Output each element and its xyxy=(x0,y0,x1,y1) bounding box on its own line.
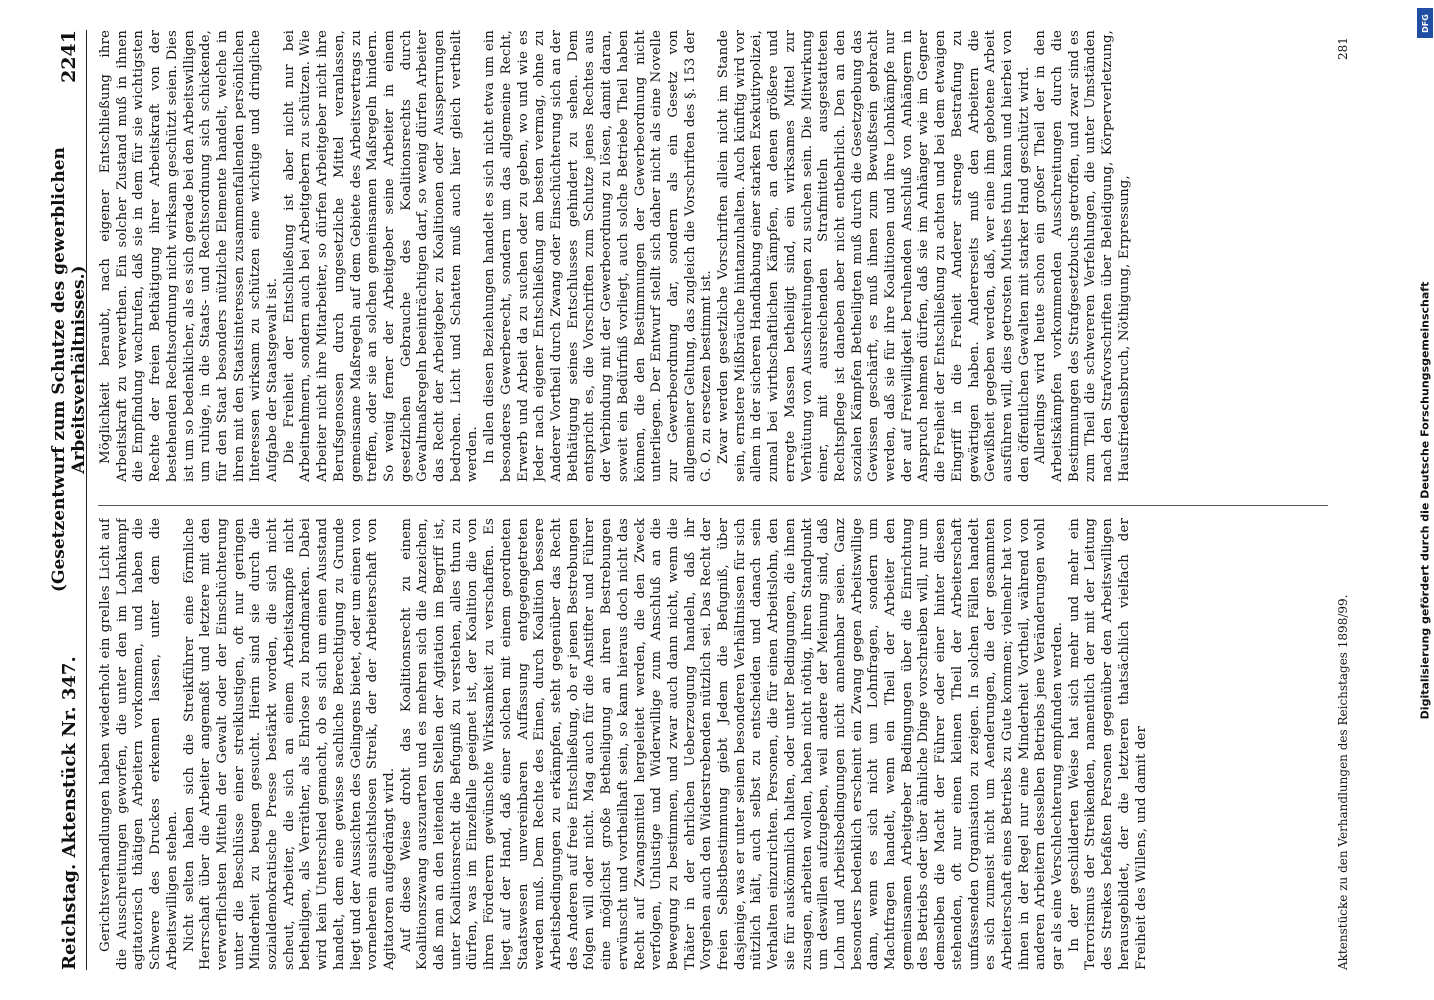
paragraph: Nicht selten haben sich die Streikführer eine förmliche Herrschaft über die Arbeiter angemaßt und letztere mit den verwerflichsten Mitteln der Gewalt oder der Einschüchterung unter die Beschlüsse einer streiklustigen, oft nur geringen Minderheit zu beugen gesucht. Hierin sind sie durch die sozialdemokratische Presse bestärkt worden, die sich nicht scheut, Arbeiter, die sich an einem Arbeitskampfe nicht betheiligen, als Verräther, als Ehrlose zu brandmarken. Dabei wird kein Unterschied gemacht, ob es sich um einen Ausstand handelt, dem eine gewisse sachliche Berechtigung zu Grunde liegt und der Aussichten des Gelingens bietet, oder um einen von vorneherein aussichtslosen Streik, der der Arbeiterschaft von Agitatoren aufgedrängt wird. xyxy=(181,518,397,970)
footer-page-number: 281 xyxy=(1336,37,1350,60)
page-footer: Aktenstücke zu den Verhandlungen des Reichstages 1898/99. xyxy=(1336,594,1350,970)
right-column xyxy=(98,30,1328,482)
paragraph: Die Freiheit der Entschließung ist aber nicht nur bei Arbeitnehmern, sondern auch bei Arbeitgebern zu schützen. Wie Arbeiter nicht ihre Mitarbeiter, so dürfen Arbeitgeber nicht ihre Berufsgenossen durch ungesetzliche Mittel veranlassen, gemeinsame Maßregeln auf dem Gebiete des Arbeitsvertrags zu treffen, oder sie an solchen gemeinsamen Maßregeln hindern. So wenig ferner der Arbeitgeber seine Arbeiter in einem gesetzlichen Gebrauche des Koalitionsrechts durch Gewaltmaßregeln beeinträchtigen darf, so wenig dürfen Arbeiter das Recht der Arbeitgeber zu Koalitionen oder Aussperrungen bedrohen. Licht und Schatten muß auch hier gleich vertheilt werden. xyxy=(281,30,481,482)
page-header xyxy=(49,30,89,970)
left-column xyxy=(98,518,1328,970)
page-number: 2241 xyxy=(58,30,80,83)
credit-text: Digitalisierung gefördert durch die Deutsche Forschungsgemeinschaft xyxy=(1418,281,1432,719)
header-title: Reichstag. Aktenstück Nr. 347. xyxy=(58,656,80,970)
paragraph: Auf diese Weise droht das Koalitionsrecht zu einem Koalitionszwang auszuarten und es mehren sich die Anzeichen, daß man an den leitenden Stellen der Agitation im Begriff ist, unter Koalitionsrecht die Befugniß zu verstehen, alles thun zu dürfen, was im Einzelfalle geeignet ist, der Koalition die von ihren Förderern gewünschte Wirksamkeit zu verschaffen. Es liegt auf der Hand, daß einer solchen mit einem geordneten Staatswesen unvereinbaren Auffassung entgegengetreten werden muß. Dem Rechte des Einen, durch Koalition bessere Arbeitsbedingungen zu erkämpfen, steht gegenüber das Recht des Anderen auf freie Entschließung, ob er jenen Bestrebungen folgen will oder nicht. Mag auch für die Anstifter und Führer eine möglichst große Betheiligung an ihren Bestrebungen erwünscht und vortheilhaft sein, so kann hieraus doch nicht das Recht auf Zwangsmittel hergeleitet werden, die den Zweck verfolgen, Unlustige und Widerwillige zum Anschluß an die Bewegung zu bestimmen, und zwar auch dann nicht, wenn die Thäter in der ehrlichen Ueberzeugung handeln, daß ihr Vorgehen auch den Widerstrebenden nützlich sei. Das Recht der freien Selbstbestimmung giebt Jedem die Befugniß, über dasjenige, was er unter seinen besonderen Verhältnissen für sich nützlich hält, auch selbst zu entscheiden und danach sein Verhalten einzurichten. Personen, die für einen Arbeitslohn, den sie für auskömmlich halten, oder unter Bedingungen, die ihnen zusagen, arbeiten wollen, haben nicht nöthig, ihren Standpunkt um deswillen aufzugeben, weil andere der Meinung sind, daß Lohn und Arbeitsbedingungen nicht annehmbar seien. Ganz besonders bedenklich erscheint ein Zwang gegen Arbeitswillige dann, wenn es sich nicht um Lohnfragen, sondern um Machtfragen handelt, wenn ein Theil der Arbeiter den gemeinsamen Arbeitgeber Bedingungen über die Einrichtung des Betriebs oder über ähnliche Dinge vorschreiben will, nur um demselben die Macht der Führer oder einer hinter diesen stehenden, oft nur einen kleinen Theil der Arbeiterschaft umfassenden Organisation zu zeigen. In solchen Fällen handelt es sich zumeist nicht um Aenderungen, die der gesammten Arbeiterschaft eines Betriebs zu Gute kommen; vielmehr hat von ihnen in der Regel nur eine Minderheit Vortheil, während von anderen Arbeitern desselben Betriebs jene Veränderungen wohl gar als eine Verschlechterung empfunden werden. xyxy=(398,518,1066,970)
paragraph: In allen diesen Beziehungen handelt es sich nicht etwa um ein besonderes Gewerberecht, sondern um das allgemeine Recht, Erwerb und Arbeit da zu suchen oder zu geben, wo und wie es Jeder nach eigener Entschließung am besten vermag, ohne zu Anderer Vortheil durch Zwang oder Einschüchterung sich an der Bethätigung seines Entschlusses gehindert zu sehen. Dem entspricht es, die Vorschriften zum Schutze jenes Rechtes aus der Verbindung mit der Gewerbeordnung zu lösen, damit daran, soweit ein Bedürfniß vorliegt, auch solche Betriebe Theil haben können, die den Bestimmungen der Gewerbeordnung nicht unterliegen. Der Entwurf stellt sich daher nicht als eine Novelle zur Gewerbeordnung dar, sondern als ein Gesetz von allgemeiner Geltung, das zugleich die Vorschriften des §. 153 der G. O. zu ersetzen bestimmt ist. xyxy=(482,30,715,482)
column-divider xyxy=(98,505,1328,506)
digitization-credit xyxy=(1413,0,1434,1000)
header-subtitle: (Gesetzentwurf zum Schutze des gewerblichen Arbeitsverhältnisses.) xyxy=(49,147,89,593)
paragraph: Gerichtsverhandlungen haben wiederholt ein grelles Licht auf die Ausschreitungen geworfen, die unter den im Lohnkampf agitatorisch thätigen Arbeitern vorkommen, und haben die Schwere des Druckes erkennen lassen, unter dem die Arbeitswilligen stehen. xyxy=(98,518,180,970)
paragraph: Möglichkeit beraubt, nach eigener Entschließung ihre Arbeitskraft zu verwerthen. Ein solcher Zustand muß in ihnen die Empfindung wachrufen, daß sie in dem für sie wichtigsten Rechte der freien Bethätigung ihrer Arbeitskraft von der bestehenden Rechtsordnung nicht wirksam geschützt seien. Dies ist um so bedenklicher, als es sich gerade bei den Arbeitswilligen um ruhige, in die Staats- und Rechtsordnung sich schickende, für den Staat besonders nützliche Elemente handelt, welche in ihren mit den Staatsinteressen zusammenfallenden persönlichen Interessen wirksam zu schützen eine wichtige und dringliche Aufgabe der Staatsgewalt ist. xyxy=(98,30,281,482)
paragraph: In der geschilderten Weise hat sich mehr und mehr ein Terrorismus der Streikenden, namentlich der mit der Leitung des Streikes befaßten Personen gegenüber den Arbeitswilligen herausgebildet, der die letzteren thatsächlich vielfach der Freiheit des Willens, und damit der xyxy=(1066,518,1149,970)
paragraph: Zwar werden gesetzliche Vorschriften allein nicht im Stande sein, ernstere Mißbräuche hintanzuhalten. Auch künftig wird vor allem in der sicheren Handhabung einer starken Exekutivpolizei, zumal bei wirthschaftlichen Kämpfen, an denen größere und erregte Massen betheiligt sind, ein wirksames Mittel zur Verhütung von Ausschreitungen zu suchen sein. Die Mitwirkung einer, mit ausreichenden Strafmitteln ausgestatteten Rechtspflege ist daneben aber nicht entbehrlich. Den an den sozialen Kämpfen Betheiligten muß durch die Gesetzgebung das Gewissen geschärft, es muß ihnen zum Bewußtsein gebracht werden, daß sie für ihre Koalitionen und ihre Lohnkämpfe nur der auf Freiwilligkeit beruhenden Anschluß von Anhängern in Anspruch nehmen dürfen, daß sie im Anhänger wie im Gegner die Freiheit der Entschließung zu achten und bei dem etwaigen Eingriff in die Freiheit Anderer strenge Bestrafung zu gewärtigen haben. Andererseits muß den Arbeitern die Gewißheit gegeben werden, daß, wer eine ihm gebotene Arbeit ausführen will, dies getrosten Muthes thun kann und hierbei von den öffentlichen Gewalten mit starker Hand geschützt wird. xyxy=(716,30,1032,482)
dfg-logo-text: DFG xyxy=(1420,13,1430,33)
paragraph: Allerdings wird heute schon ein großer Theil der in den Arbeitskämpfen vorkommenden Ausschreitungen durch die Bestimmungen des Strafgesetzbuchs getroffen, und zwar sind es zum Theil die schwereren Verfehlungen, die unter Umständen nach den Strafvorschriften über Beleidigung, Körperverletzung, Hausfriedensbruch, Nöthigung, Erpressung, xyxy=(1033,30,1132,482)
